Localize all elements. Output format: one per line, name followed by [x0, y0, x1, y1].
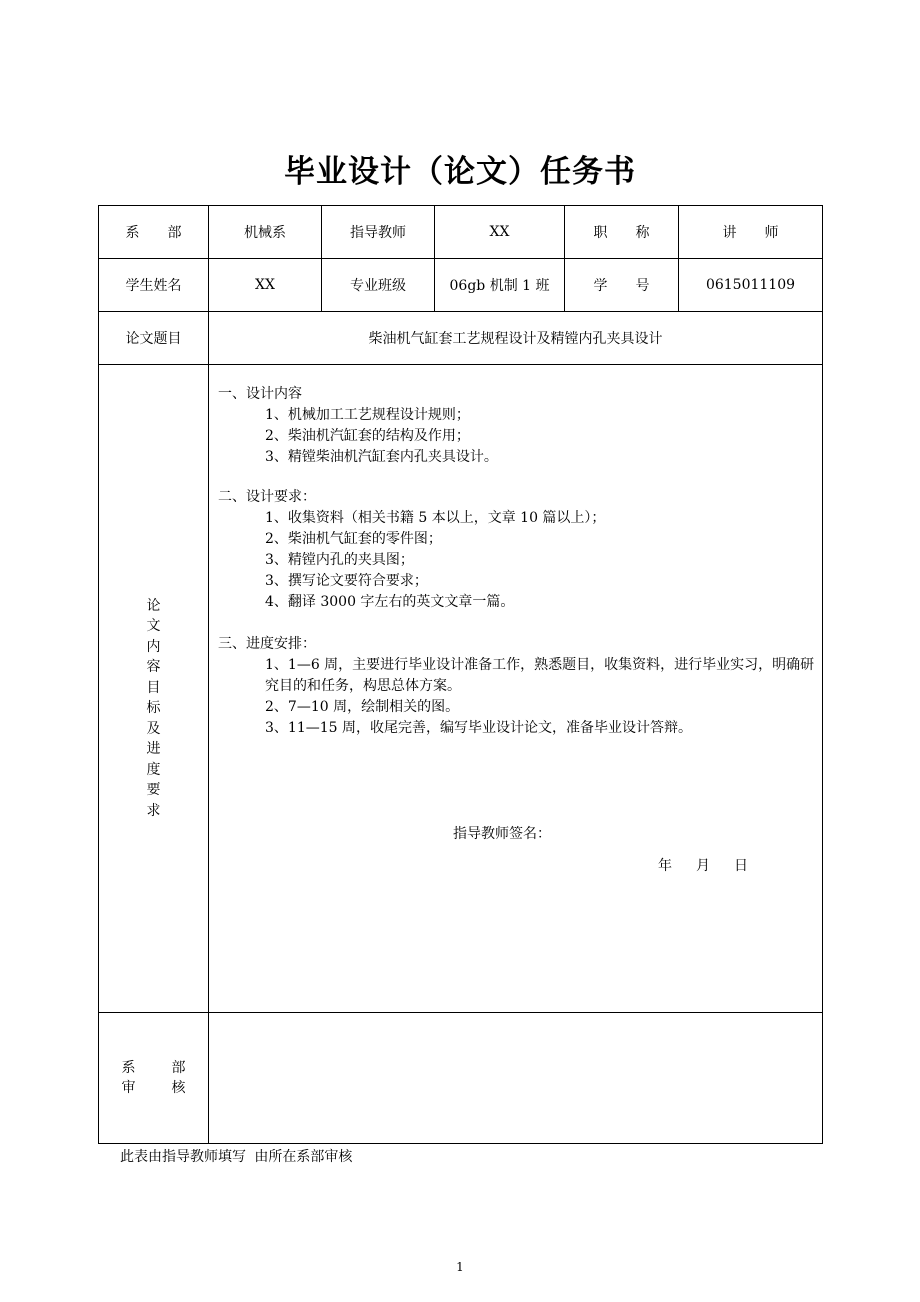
section-schedule-heading: 三、进度安排： [218, 636, 316, 652]
review-label-char: 审 [121, 1080, 136, 1096]
list-item: 1、机械加工工艺规程设计规则； [265, 407, 470, 423]
content-label-char: 要 [146, 782, 161, 799]
review-body-cell [209, 1013, 823, 1144]
footnote: 此表由指导教师填写 由所在系部审核 [120, 1149, 353, 1165]
student-id-value: 0615011109 [679, 259, 823, 312]
rank-label-cell [565, 206, 679, 259]
content-label-char: 目 [146, 679, 161, 696]
content-vertical-label [99, 556, 208, 822]
section-design-content-heading: 一、设计内容 [218, 386, 302, 402]
date-day: 日 [734, 858, 748, 874]
list-item: 2、柴油机汽缸套的结构及作用； [265, 428, 470, 444]
review-label-char: 核 [171, 1080, 186, 1096]
table-row-topic [99, 312, 823, 365]
rank-label-first: 职 [593, 225, 608, 241]
content-label-char: 及 [146, 720, 161, 737]
content-body-cell [209, 365, 823, 1013]
list-item: 3、11—15 周，收尾完善，编写毕业设计论文，准备毕业设计答辩。 [265, 720, 692, 736]
content-label-char: 论 [146, 597, 161, 614]
student-id-label-cell [565, 259, 679, 312]
topic-value: 柴油机气缸套工艺规程设计及精镗内孔夹具设计 [209, 312, 823, 365]
advisor-label: 指导教师 [322, 206, 435, 259]
content-label-cell [99, 365, 209, 1013]
list-item: 1、收集资料（相关书籍 5 本以上，文章 10 篇以上）； [265, 510, 606, 526]
department-label-first: 系 [125, 225, 140, 241]
table-row-department [99, 206, 823, 259]
department-label-cell [99, 206, 209, 259]
advisor-value: XX [435, 206, 565, 259]
content-label-char: 度 [146, 761, 161, 778]
rank-label-second: 称 [635, 225, 650, 241]
content-label-char: 求 [146, 802, 161, 819]
date-month: 月 [696, 858, 710, 874]
task-form-table [98, 205, 823, 1144]
content-body [209, 365, 822, 1012]
topic-label: 论文题目 [99, 312, 209, 365]
student-value: XX [209, 259, 322, 312]
section-design-requirements-heading: 二、设计要求： [218, 489, 316, 505]
rank-value-second: 师 [764, 225, 779, 241]
student-id-label-second: 号 [635, 278, 650, 294]
content-label-char: 内 [146, 638, 161, 655]
date-year: 年 [658, 858, 672, 874]
table-row-student [99, 259, 823, 312]
table-row-content [99, 365, 823, 1013]
content-label-char: 进 [146, 741, 161, 758]
rank-value-cell [679, 206, 823, 259]
list-item: 3、撰写论文要符合要求； [265, 573, 428, 589]
student-id-label-first: 学 [593, 278, 608, 294]
page-number: 1 [456, 1260, 464, 1274]
content-label-char: 容 [146, 659, 161, 676]
review-label-char: 部 [171, 1060, 186, 1076]
review-label-cell [99, 1013, 209, 1144]
review-label-char: 系 [121, 1060, 136, 1076]
advisor-signature-label: 指导教师签名： [453, 826, 551, 842]
review-label [99, 1058, 208, 1098]
class-value: 06gb 机制 1 班 [435, 259, 565, 312]
content-label-char: 文 [146, 618, 161, 635]
student-label: 学生姓名 [99, 259, 209, 312]
list-item: 2、柴油机气缸套的零件图； [265, 531, 442, 547]
class-label: 专业班级 [322, 259, 435, 312]
list-item: 3、精镗内孔的夹具图； [265, 552, 414, 568]
department-label-second: 部 [167, 225, 182, 241]
list-item: 1、1—6 周，主要进行毕业设计准备工作，熟悉题目，收集资料，进行毕业实习，明确研究目的和任务，构思总体方案。 [265, 657, 815, 694]
list-item: 2、7—10 周，绘制相关的图。 [265, 699, 460, 715]
department-value: 机械系 [209, 206, 322, 259]
signature-date [658, 856, 772, 877]
list-item: 3、精镗柴油机汽缸套内孔夹具设计。 [265, 449, 498, 465]
rank-value-first: 讲 [722, 225, 737, 241]
list-item: 4、翻译 3000 字左右的英文文章一篇。 [265, 594, 515, 610]
document-title: 毕业设计（论文）任务书 [284, 154, 636, 190]
content-label-char: 标 [146, 700, 161, 717]
table-row-review [99, 1013, 823, 1144]
